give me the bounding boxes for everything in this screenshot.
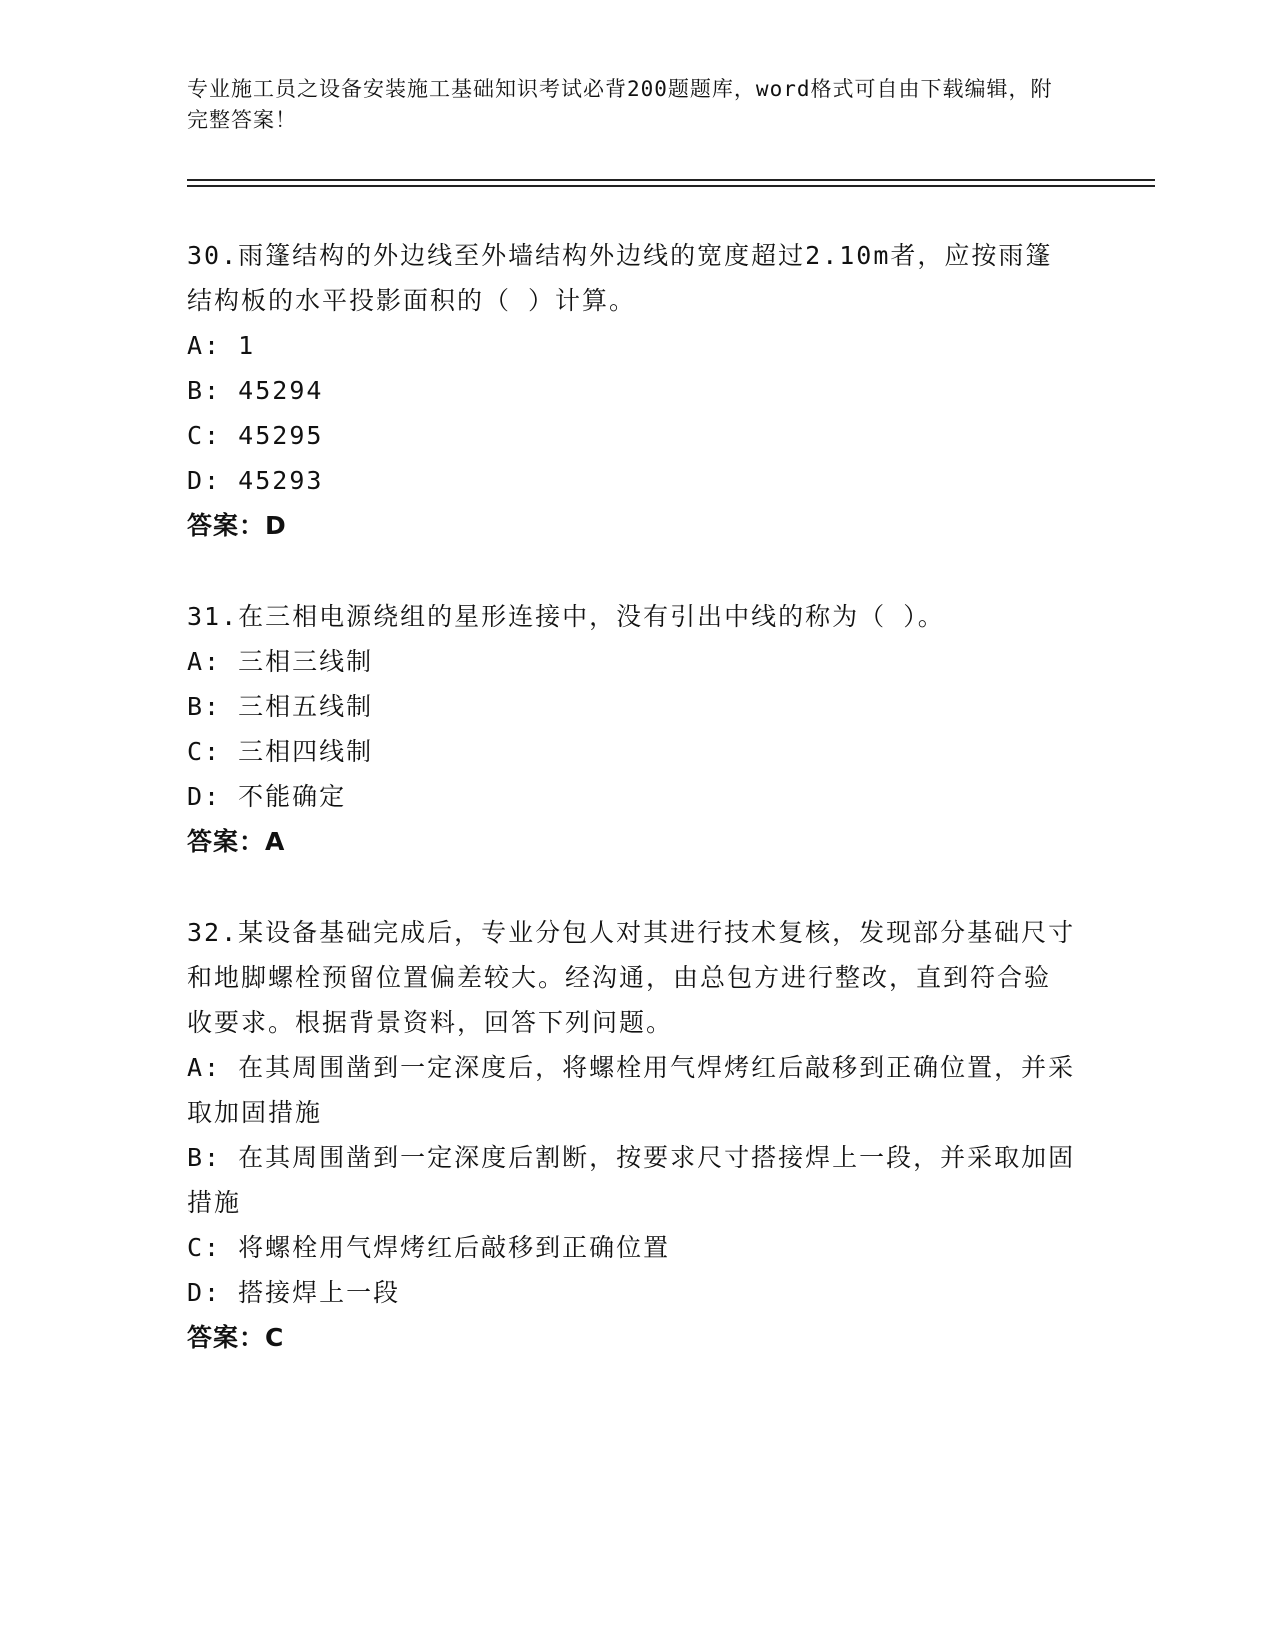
- option-c: [187, 1225, 1077, 1270]
- option-text: 三相五线制: [238, 692, 374, 721]
- option-label: D:: [187, 466, 222, 495]
- option-label: B:: [187, 376, 222, 405]
- option-text: 在其周围凿到一定深度后，将螺栓用气焊烤红后敲移到正确位置，并采取加固措施: [187, 1053, 1076, 1127]
- option-text: 45295: [238, 421, 324, 450]
- option-label: A:: [187, 647, 222, 676]
- option-text: 将螺栓用气焊烤红后敲移到正确位置: [238, 1233, 671, 1262]
- option-text: 1: [238, 331, 256, 360]
- header-rule-top: [187, 179, 1155, 181]
- question-stem: 30.雨篷结构的外边线至外墙结构外边线的宽度超过2.10m者，应按雨篷结构板的水平投影面积的（ ）计算。: [187, 241, 1053, 315]
- header-rule-bottom: [187, 185, 1155, 187]
- option-label: D:: [187, 782, 222, 811]
- question-stem: 31.在三相电源绕组的星形连接中，没有引出中线的称为（ ）。: [187, 602, 945, 631]
- question-31: [187, 594, 1077, 864]
- option-text: 在其周围凿到一定深度后割断，按要求尺寸搭接焊上一段，并采取加固措施: [187, 1143, 1076, 1217]
- option-d: [187, 774, 1077, 819]
- option-label: A:: [187, 331, 222, 360]
- option-text: 三相三线制: [238, 647, 374, 676]
- question-32: [187, 910, 1077, 1360]
- question-list: [187, 233, 1077, 1406]
- option-d: [187, 1270, 1077, 1315]
- option-text: 搭接焊上一段: [238, 1278, 401, 1307]
- option-label: B:: [187, 1143, 222, 1172]
- option-label: C:: [187, 737, 222, 766]
- option-b: [187, 368, 1077, 413]
- option-a: [187, 1045, 1077, 1135]
- option-label: D:: [187, 1278, 222, 1307]
- option-b: [187, 1135, 1077, 1225]
- option-text: 45293: [238, 466, 324, 495]
- option-label: C:: [187, 421, 222, 450]
- option-text: 不能确定: [238, 782, 347, 811]
- option-label: C:: [187, 1233, 222, 1262]
- option-text: 三相四线制: [238, 737, 374, 766]
- option-b: [187, 684, 1077, 729]
- option-label: A:: [187, 1053, 222, 1082]
- answer-line: 答案：C: [187, 1323, 285, 1352]
- option-label: B:: [187, 692, 222, 721]
- option-c: [187, 729, 1077, 774]
- document-intro: 专业施工员之设备安装施工基础知识考试必背200题题库，word格式可自由下载编辑，附完整答案！: [187, 77, 1053, 132]
- option-a: [187, 639, 1077, 684]
- option-a: [187, 323, 1077, 368]
- answer-line: 答案：D: [187, 511, 287, 540]
- option-text: 45294: [238, 376, 324, 405]
- answer-line: 答案：A: [187, 827, 286, 856]
- option-c: [187, 413, 1077, 458]
- option-d: [187, 458, 1077, 503]
- question-30: [187, 233, 1077, 548]
- question-stem: 32.某设备基础完成后，专业分包人对其进行技术复核，发现部分基础尺寸和地脚螺栓预留位置偏差较大。经沟通，由总包方进行整改，直到符合验收要求。根据背景资料，回答下列问题。: [187, 918, 1076, 1037]
